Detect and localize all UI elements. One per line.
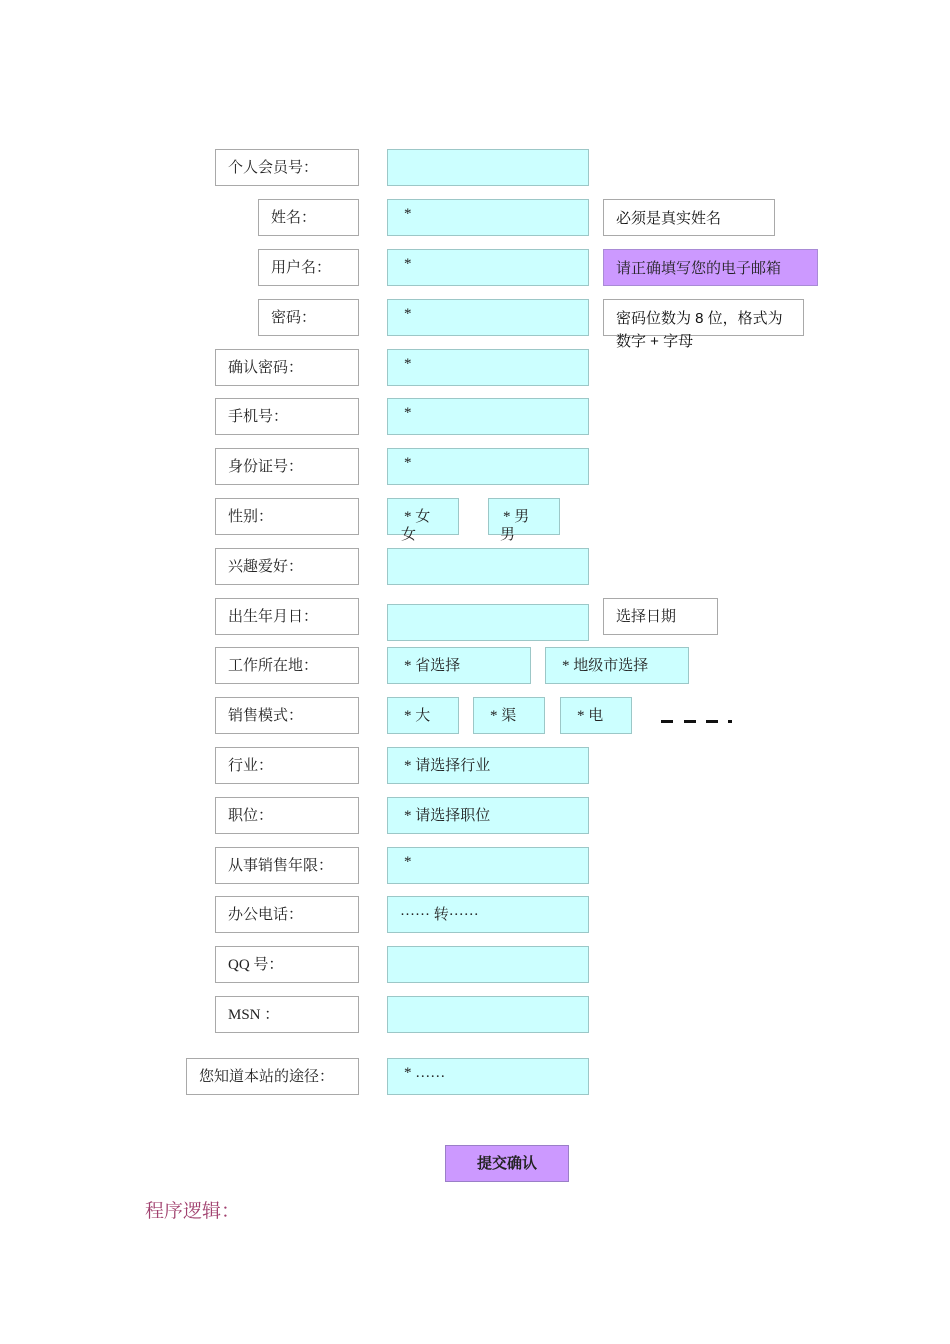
id-card-input[interactable]: *: [387, 448, 589, 485]
confirm-password-label: 确认密码：: [215, 349, 359, 386]
birthday-input[interactable]: [387, 604, 589, 641]
submit-button[interactable]: 提交确认: [445, 1145, 569, 1182]
name-hint: 必须是真实姓名: [603, 199, 775, 236]
industry-select[interactable]: * 请选择行业: [387, 747, 589, 784]
gender-female-option[interactable]: * 女: [387, 498, 459, 535]
password-input[interactable]: *: [387, 299, 589, 336]
username-hint: 请正确填写您的电子邮箱: [603, 249, 818, 286]
mobile-input[interactable]: *: [387, 398, 589, 435]
office-phone-label: 办公电话：: [215, 896, 359, 933]
msn-label: MSN ：: [215, 996, 359, 1033]
date-picker-button[interactable]: 选择日期: [603, 598, 718, 635]
sales-mode-label: 销售模式：: [215, 697, 359, 734]
name-input[interactable]: *: [387, 199, 589, 236]
username-input[interactable]: *: [387, 249, 589, 286]
gender-male-option[interactable]: * 男: [488, 498, 560, 535]
password-label: 密码：: [258, 299, 359, 336]
hobbies-label: 兴趣爱好：: [215, 548, 359, 585]
sales-mode-option[interactable]: * 渠: [473, 697, 545, 734]
gender-male-overflow: 男: [500, 527, 516, 543]
sales-mode-option[interactable]: * 电: [560, 697, 632, 734]
mobile-label: 手机号：: [215, 398, 359, 435]
sales-years-label: 从事销售年限：: [215, 847, 359, 884]
province-select[interactable]: * 省选择: [387, 647, 531, 684]
qq-input[interactable]: [387, 946, 589, 983]
birthday-label: 出生年月日：: [215, 598, 359, 635]
position-select[interactable]: * 请选择职位: [387, 797, 589, 834]
work-location-label: 工作所在地：: [215, 647, 359, 684]
gender-label: 性别：: [215, 498, 359, 535]
name-label: 姓名：: [258, 199, 359, 236]
program-logic-heading: 程序逻辑：: [145, 1201, 241, 1222]
gender-female-overflow: 女: [401, 527, 417, 543]
confirm-password-input[interactable]: *: [387, 349, 589, 386]
sales-years-input[interactable]: *: [387, 847, 589, 884]
password-hint-line2: 数字 + 字母: [616, 333, 694, 350]
sales-mode-option[interactable]: * 大: [387, 697, 459, 734]
referral-select[interactable]: * ……: [387, 1058, 589, 1095]
username-label: 用户名：: [258, 249, 359, 286]
ellipsis-dash: [684, 720, 696, 723]
ellipsis-dash: [728, 720, 732, 723]
ellipsis-dash: [706, 720, 718, 723]
hobbies-input[interactable]: [387, 548, 589, 585]
password-hint-line1: 密码位数为 8 位，格式为: [616, 310, 783, 327]
industry-label: 行业：: [215, 747, 359, 784]
city-select[interactable]: * 地级市选择: [545, 647, 689, 684]
password-hint: [603, 299, 804, 350]
member-id-input[interactable]: [387, 149, 589, 186]
qq-label: QQ 号：: [215, 946, 359, 983]
position-label: 职位：: [215, 797, 359, 834]
referral-label: 您知道本站的途径：: [186, 1058, 359, 1095]
id-card-label: 身份证号：: [215, 448, 359, 485]
ellipsis-dash: [661, 720, 673, 723]
office-phone-input[interactable]: ······ 转······: [387, 896, 589, 933]
member-id-label: 个人会员号：: [215, 149, 359, 186]
msn-input[interactable]: [387, 996, 589, 1033]
